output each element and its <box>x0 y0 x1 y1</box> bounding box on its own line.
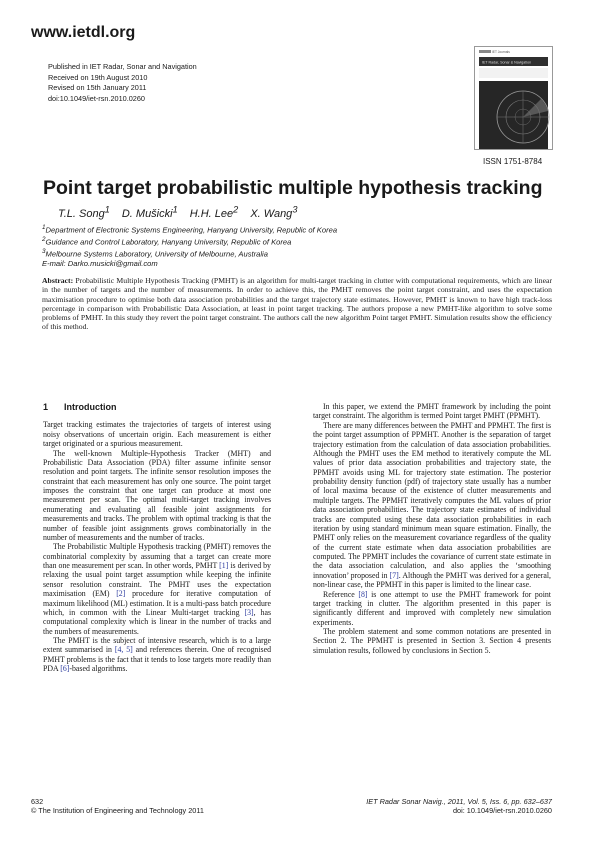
paragraph: The PMHT is the subject of intensive research, which is to a large extent summarised in [4, 5] and references therein. One of recognised PMHT problems is the fact that it tends to lose targets more readily than PDA [6]-based algorithms. <box>43 636 271 674</box>
pub-revised: Revised on 15th January 2011 <box>48 83 147 93</box>
paragraph: The well-known Multiple-Hypothesis Tracker (MHT) and Probabilistic Data Association (PDA) filter assume infinite sensor resolution and point targets. The infinite sensor resolution imposes the constraint that each measurement has only one source. The point target imposes the constraint that one target can produce at most one measurement per scan. The optimal multi-target tracking involves enumerating and evaluating all feasible joint assignments for measurements and tracks. The problem with optimal tracking is that the number of feasible joint assignments grows combinatorially in the number of measurements and the number of tracks. <box>43 448 271 542</box>
footer-right <box>366 797 552 816</box>
column-paragraphs <box>43 420 271 673</box>
site-url[interactable]: www.ietdl.org <box>31 24 136 41</box>
cover-brand: IET Journals <box>492 50 510 54</box>
paragraph: The problem statement and some common notations are presented in Section 2. The PPMHT is presented in Section 3. Section 4 presents simulation results, followed by conclusions in Section 5. <box>313 627 551 655</box>
paragraph: In this paper, we extend the PMHT framework by including the point target constraint. The algorithm is termed Point target PMHT (PPMHT). <box>313 402 551 421</box>
journal-cover-image <box>474 46 553 150</box>
affiliation: $^1$Department of Electronic Systems Engineering, Hanyang University, Republic of Korea <box>42 224 338 235</box>
section-heading: 1 Introduction <box>43 402 117 412</box>
page-number: 632 <box>31 797 44 806</box>
journal-cover-art <box>475 47 552 149</box>
abstract-text: Probabilistic Multiple Hypothesis Tracking (PMHT) is an algorithm for multi-target tracking in clutter with computational requirements, which are linear in the number of targets and the number of measurements. In order to achieve this, the PMHT removes the point target constraint, and uses the expectation maximisation procedure to optimise both data association probabilities and the target trajectory state estimates. However, PMHT is known to have high track-loss percentage in comparison with Probabilistic Data Association, at least in point target tracking. The authors propose a new PMHT-like algorithm to solve some problems of PMHT. In this study they revert the point target constraint. The authors call the new algorithm Point target PMHT. Simulation results show the efficiency of this method. <box>42 276 552 332</box>
citation: IET Radar Sonar Navig., 2011, Vol. 5, Iss. 6, pp. 632–637 <box>366 797 552 806</box>
affiliation: $^3$Melbourne Systems Laboratory, University of Melbourne, Australia <box>42 248 268 259</box>
footer-left <box>31 797 204 816</box>
issn: ISSN 1751-8784 <box>483 157 543 166</box>
column-paragraphs <box>313 402 551 655</box>
citation-link[interactable]: [7] <box>389 570 399 580</box>
paragraph: The Probabilistic Multiple Hypothesis tracking (PMHT) removes the combinatorial complexity by assuming that a target can create more than one measurement per scan. In other words, PMHT [1] is derived by relaxing the usual point target assumption while keeping the infinite sensor resolution constraint. The PMHT uses the expectation maximisation (EM) [2] procedure for iterative computation of maximum likelihood (ML) estimation. It is a multi-pass batch procedure which, in common with the Linear Multi-target tracking [3], has computational complexity which is linear in the number of tracks and the numbers of measurements. <box>43 542 271 636</box>
body-column-right <box>313 402 551 655</box>
cover-title: IET Radar, Sonar & Navigation <box>482 60 532 65</box>
author: T.L. Song$^1$ <box>58 204 110 220</box>
paragraph: Target tracking estimates the trajectories of targets of interest using noisy observations of uncertain origin. Each measurement is either target originated or a spurious measurement. <box>43 420 271 449</box>
publication-info <box>48 62 197 104</box>
pub-doi: doi:10.1049/iet-rsn.2010.0260 <box>48 93 145 103</box>
paragraph: Reference [8] is one attempt to use the PMHT framework for point target tracking in clutter. The algorithm presented in this paper is significantly different and improved with completely new simulation experiments. <box>313 589 551 627</box>
paragraph: There are many differences between the PMHT and PPMHT. The first is the point target assumption of PPMHT. Another is the separation of target trajectory estimation from the calculation of data association probabilities. Although the PMHT uses the EM method to iteratively compute the ML values of prior data association probabilities and trajectory state, the PPMHT avoids using ML for trajectory state estimation. The posterior probability density function (pdf) of trajectory state usually has a number of local maxima because of the existence of clutter measurements and multiple targets. The PPMHT iteratively computes the ML values of prior data association probabilities. The trajectory state estimates of individual tracks are computed using these data association probabilities in each iteration by using standard minimum mean square estimation. Finally, the PMHT only relies on the measurement covariance regardless of the quality of the current state estimate when data association probabilities are computed. The PPMHT includes the covariance of current state estimate in the data association calculation, and also applies the ‘smoothing innovation’ proposed in [7]. Although the PMHT was derived for a general, non-linear case, the PPMHT in this paper is limited to the linear case. <box>313 420 551 590</box>
pub-journal: Published in IET Radar, Sonar and Navigation <box>48 62 197 71</box>
author: H.H. Lee$^2$ <box>189 204 239 220</box>
author-list <box>58 204 306 220</box>
citation-link[interactable]: [2] <box>116 589 126 599</box>
citation-link[interactable]: [1] <box>219 561 229 570</box>
abstract-label: Abstract: <box>42 276 74 285</box>
author: D. Mušicki$^1$ <box>121 204 178 220</box>
author: X. Wang$^3$ <box>250 204 298 220</box>
citation-link[interactable]: [8] <box>358 589 368 599</box>
pub-received: Received on 19th August 2010 <box>48 72 148 82</box>
footer-doi: doi: 10.1049/iet-rsn.2010.0260 <box>453 806 552 816</box>
affiliations <box>42 223 337 269</box>
citation-link[interactable]: [3] <box>244 607 254 617</box>
body-column-left <box>43 402 271 674</box>
abstract <box>42 276 552 332</box>
paper-title: Point target probabilistic multiple hypothesis tracking <box>43 177 543 199</box>
copyright: © The Institution of Engineering and Technology 2011 <box>31 806 204 816</box>
citation-link[interactable]: [6] <box>60 664 70 674</box>
email[interactable]: E-mail: Darko.musicki@gmail.com <box>42 259 158 269</box>
citation-link[interactable]: [4, 5] <box>114 645 133 655</box>
affiliation: $^2$Guidance and Control Laboratory, Hanyang University, Republic of Korea <box>42 236 292 247</box>
